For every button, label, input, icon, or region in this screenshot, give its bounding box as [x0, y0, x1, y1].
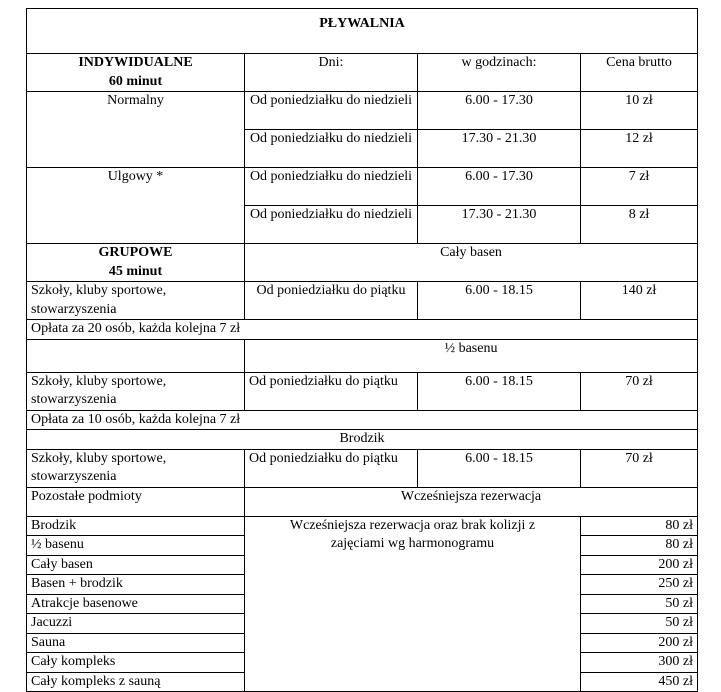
price-cell: 10 zł	[581, 92, 698, 130]
conditions-note: Wcześniejsza rezerwacja oraz brak kolizji z zajęciami wg harmonogramu	[245, 516, 581, 692]
item-name: Brodzik	[27, 516, 245, 536]
item-price: 300 zł	[581, 653, 698, 673]
table-title: PŁYWALNIA	[27, 9, 698, 54]
note-row	[27, 410, 698, 430]
group-header-row	[27, 244, 698, 282]
table-row	[27, 372, 698, 410]
item-price: 80 zł	[581, 516, 698, 536]
who-cell: Szkoły, kluby sportowe, stowarzyszenia	[27, 372, 245, 410]
price-cell: 12 zł	[581, 130, 698, 168]
individual-header	[27, 54, 245, 92]
reservation-label: Wcześniejsza rezerwacja	[245, 487, 698, 516]
fee-note: Opłata za 20 osób, każda kolejna 7 zł	[27, 320, 698, 340]
item-price: 50 zł	[581, 614, 698, 634]
group-duration: 45 minut	[108, 263, 163, 279]
price-header: Cena brutto	[581, 54, 698, 92]
hours-cell: 6.00 - 17.30	[418, 92, 581, 130]
category-cell: Ulgowy *	[27, 168, 245, 244]
list-item	[27, 516, 698, 536]
days-cell: Od poniedziałku do niedzieli	[245, 206, 418, 244]
table-row	[27, 168, 698, 206]
title-row	[27, 9, 698, 54]
price-cell: 70 zł	[581, 449, 698, 487]
paddling-pool-label: Brodzik	[27, 430, 698, 450]
days-cell: Od poniedziałku do niedzieli	[245, 168, 418, 206]
item-name: ½ basenu	[27, 536, 245, 556]
price-table	[26, 8, 698, 692]
price-cell: 8 zł	[581, 206, 698, 244]
paddling-pool-row	[27, 430, 698, 450]
days-cell: Od poniedziałku do piątku	[245, 449, 418, 487]
item-price: 80 zł	[581, 536, 698, 556]
hours-cell: 17.30 - 21.30	[418, 206, 581, 244]
category-cell: Normalny	[27, 92, 245, 168]
item-price: 50 zł	[581, 594, 698, 614]
item-name: Basen + brodzik	[27, 575, 245, 595]
who-cell: Szkoły, kluby sportowe, stowarzyszenia	[27, 282, 245, 320]
table-row	[27, 282, 698, 320]
half-pool-label: ½ basenu	[245, 339, 698, 372]
hours-cell: 6.00 - 18.15	[418, 449, 581, 487]
fee-note: Opłata za 10 osób, każda kolejna 7 zł	[27, 410, 698, 430]
days-cell: Od poniedziałku do niedzieli	[245, 130, 418, 168]
note-row	[27, 320, 698, 340]
table-row	[27, 92, 698, 130]
others-header-row	[27, 487, 698, 516]
item-name: Jacuzzi	[27, 614, 245, 634]
group-header	[27, 244, 245, 282]
others-label: Pozostałe podmioty	[27, 487, 245, 516]
item-name: Atrakcje basenowe	[27, 594, 245, 614]
days-cell: Od poniedziałku do piątku	[245, 372, 418, 410]
item-name: Sauna	[27, 633, 245, 653]
item-price: 200 zł	[581, 633, 698, 653]
table-row	[27, 449, 698, 487]
group-label: GRUPOWE	[98, 245, 173, 260]
item-name: Cały kompleks	[27, 653, 245, 673]
hours-header: w godzinach:	[418, 54, 581, 92]
price-cell: 7 zł	[581, 168, 698, 206]
empty-cell	[27, 339, 245, 372]
hours-cell: 17.30 - 21.30	[418, 130, 581, 168]
item-name: Cały kompleks z sauną	[27, 672, 245, 692]
price-cell: 140 zł	[581, 282, 698, 320]
days-cell: Od poniedziałku do niedzieli	[245, 92, 418, 130]
hours-cell: 6.00 - 18.15	[418, 372, 581, 410]
price-cell: 70 zł	[581, 372, 698, 410]
header-row	[27, 54, 698, 92]
item-price: 250 zł	[581, 575, 698, 595]
half-pool-row	[27, 339, 698, 372]
individual-duration: 60 minut	[108, 73, 163, 89]
item-name: Cały basen	[27, 555, 245, 575]
whole-pool-label: Cały basen	[245, 244, 698, 282]
who-cell: Szkoły, kluby sportowe, stowarzyszenia	[27, 449, 245, 487]
item-price: 450 zł	[581, 672, 698, 692]
days-header: Dni:	[245, 54, 418, 92]
hours-cell: 6.00 - 18.15	[418, 282, 581, 320]
individual-label: INDYWIDUALNE	[78, 55, 193, 70]
item-price: 200 zł	[581, 555, 698, 575]
hours-cell: 6.00 - 17.30	[418, 168, 581, 206]
days-cell: Od poniedziałku do piątku	[245, 282, 418, 320]
